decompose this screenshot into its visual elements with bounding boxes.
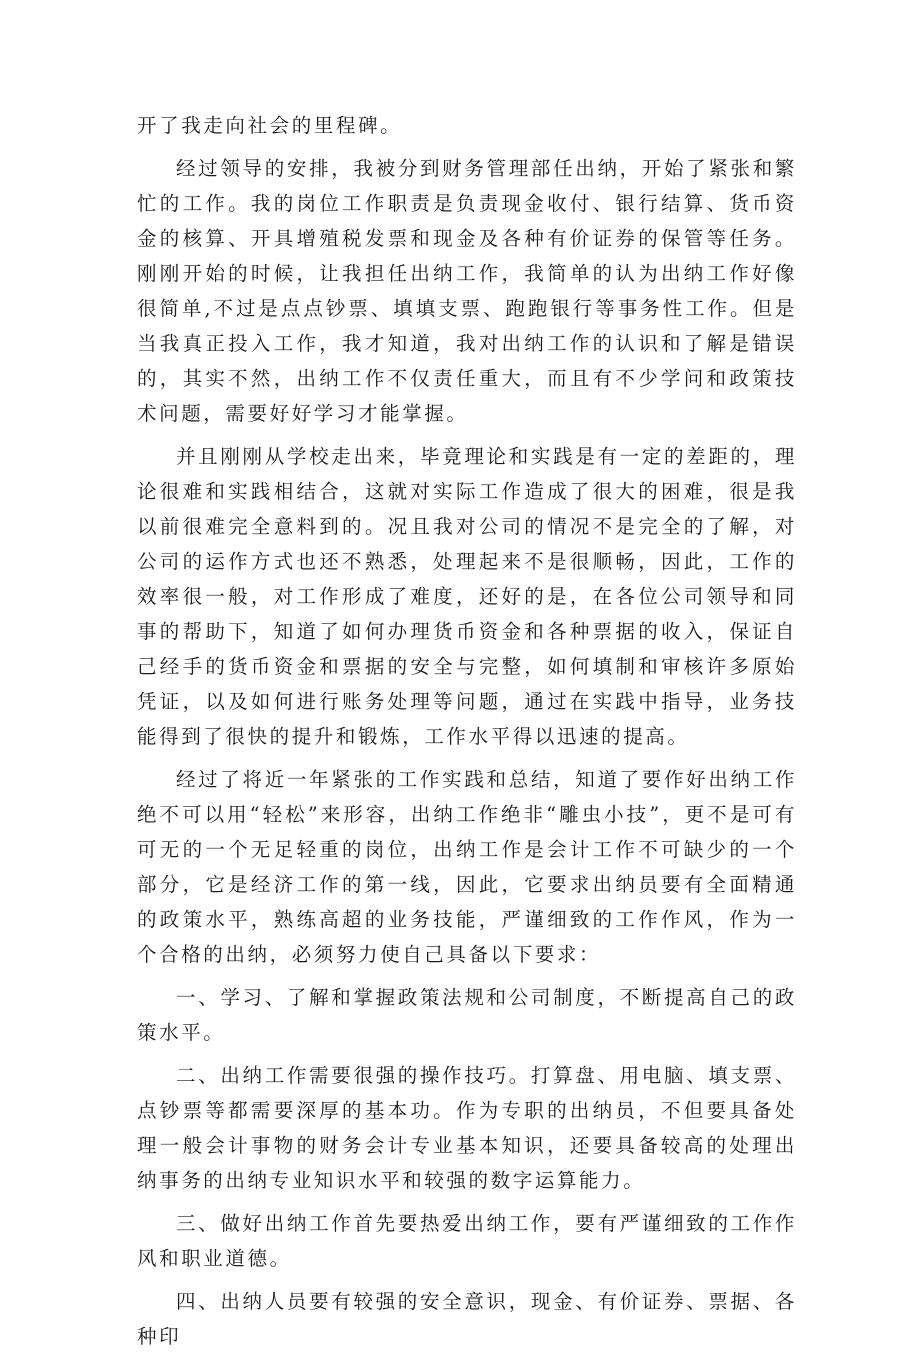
paragraph: 经过领导的安排，我被分到财务管理部任出纳，开始了紧张和繁忙的工作。我的岗位工作职责是负责现金收付、银行结算、货币资金的核算、开具增殖税发票和现金及各种有价证券的保管等任务。刚刚开始的时候，让我担任出纳工作，我简单的认为出纳工作好像很简单,不过是点点钞票、填填支票、跑跑银行等事务性工作。但是当我真正投入工作，我才知道，我对出纳工作的认识和了解是错误的，其实不然，出纳工作不仅责任重大，而且有不少学问和政策技术问题，需要好好学习才能掌握。 — [137, 157, 797, 425]
paragraph: 三、做好出纳工作首先要热爱出纳工作，要有严谨细致的工作作风和职业道德。 — [137, 1212, 797, 1270]
document-page — [137, 108, 797, 1354]
paragraph: 一、学习、了解和掌握政策法规和公司制度，不断提高自己的政策水平。 — [137, 986, 797, 1044]
paragraph: 四、出纳人员要有较强的安全意识，现金、有价证券、票据、各种印 — [137, 1290, 797, 1348]
paragraph: 并且刚刚从学校走出来，毕竟理论和实践是有一定的差距的，理论很难和实践相结合，这就对实际工作造成了很大的困难，很是我以前很难完全意料到的。况且我对公司的情况不是完全的了解，对公司的运作方式也还不熟悉，处理起来不是很顺畅，因此，工作的效率很一般，对工作形成了难度，还好的是，在各位公司领导和同事的帮助下，知道了如何办理货币资金和各种票据的收入，保证自己经手的货币资金和票据的安全与完整，如何填制和审核许多原始凭证，以及如何进行账务处理等问题，通过在实践中指导，业务技能得到了很快的提升和锻炼，工作水平得以迅速的提高。 — [137, 445, 797, 748]
paragraph: 经过了将近一年紧张的工作实践和总结，知道了要作好出纳工作绝不可以用“轻松”来形容，出纳工作绝非“雕虫小技”，更不是可有可无的一个无足轻重的岗位，出纳工作是会计工作不可缺少的一个部分，它是经济工作的第一线，因此，它要求出纳员要有全面精通的政策水平，熟练高超的业务技能，严谨细致的工作作风，作为一个合格的出纳，必须努力使自己具备以下要求： — [137, 768, 797, 966]
paragraph: 二、出纳工作需要很强的操作技巧。打算盘、用电脑、填支票、点钞票等都需要深厚的基本功。作为专职的出纳员，不但要具备处理一般会计事物的财务会计专业基本知识，还要具备较高的处理出纳事务的出纳专业知识水平和较强的数字运算能力。 — [137, 1064, 797, 1192]
paragraph: 开了我走向社会的里程碑。 — [137, 114, 403, 137]
